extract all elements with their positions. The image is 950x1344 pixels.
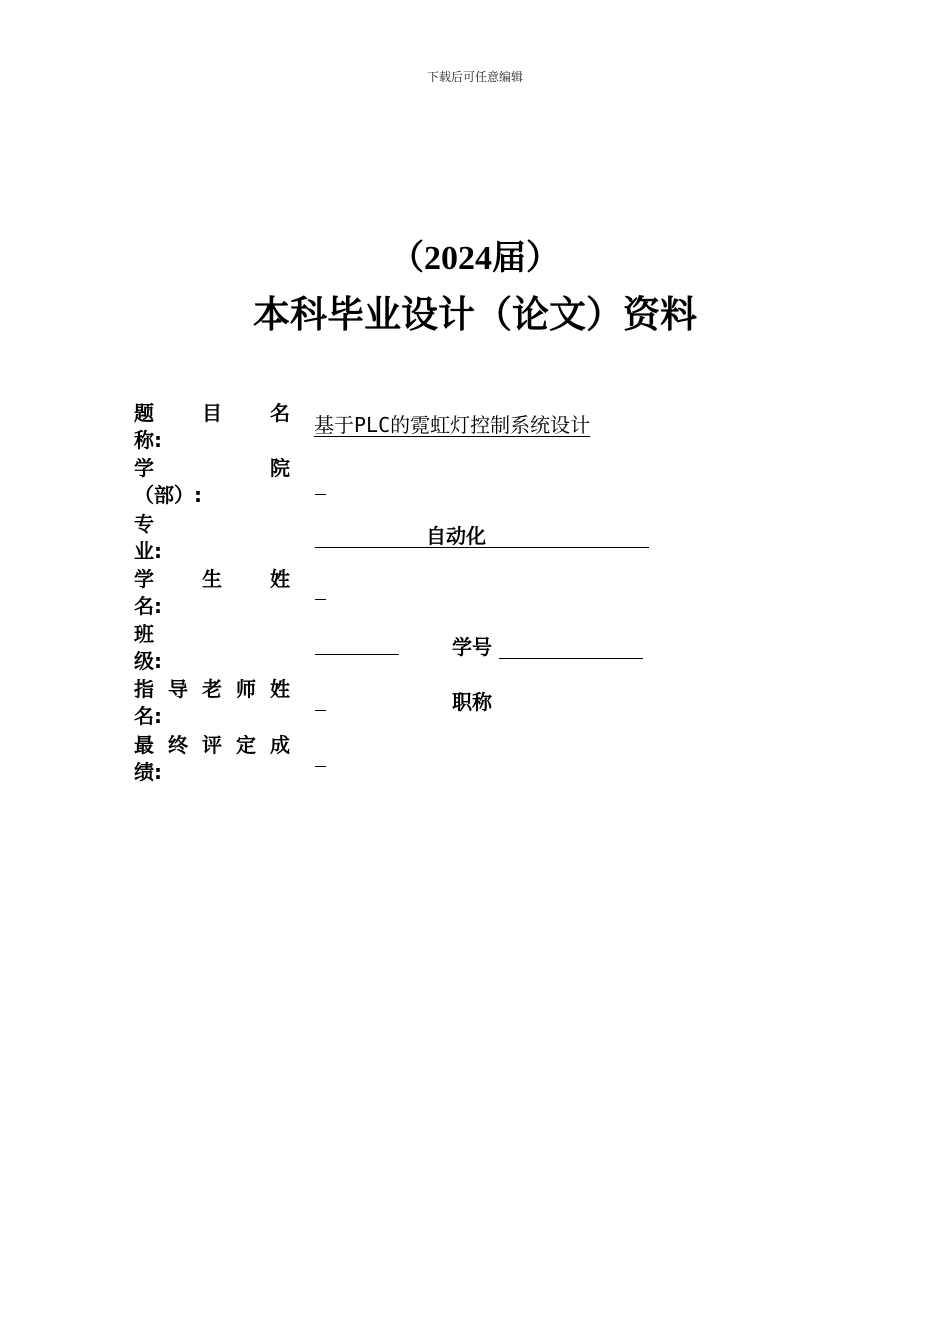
grade-label-tail: 绩: xyxy=(134,760,162,784)
class-label xyxy=(134,621,290,675)
advisor-blank xyxy=(315,710,326,711)
college-label-char: 院 xyxy=(270,456,290,480)
student-name-label-char: 学 xyxy=(134,567,154,591)
college-blank xyxy=(315,494,326,495)
advisor-label-char: 老 xyxy=(202,677,222,701)
college-label-tail: （部）: xyxy=(134,483,202,507)
major-label-char: 专 xyxy=(134,512,154,536)
student-name-label-tail: 名: xyxy=(134,594,162,618)
advisor-label-char: 师 xyxy=(236,677,256,701)
college-label xyxy=(134,455,290,509)
advisor-label-char: 姓 xyxy=(270,677,290,701)
student-name-blank xyxy=(315,599,326,600)
class-label-tail: 级: xyxy=(134,649,162,673)
grade-label-char: 定 xyxy=(236,733,256,757)
student-name-label-char: 姓 xyxy=(270,567,290,591)
class-underline xyxy=(315,654,399,655)
grade-blank xyxy=(315,766,326,767)
major-value: 自动化 xyxy=(426,524,486,548)
student-name-label xyxy=(134,566,290,620)
advisor-title-label: 职称 xyxy=(452,690,492,714)
advisor-label-tail: 名: xyxy=(134,704,162,728)
student-name-label-char: 生 xyxy=(202,567,222,591)
grade-label xyxy=(134,732,290,786)
advisor-label-char: 导 xyxy=(168,677,188,701)
topic-value: 基于PLC的霓虹灯控制系统设计 xyxy=(314,413,591,437)
topic-label-char: 目 xyxy=(202,401,222,425)
student-id-label: 学号 xyxy=(452,635,492,659)
college-label-char: 学 xyxy=(134,456,154,480)
grade-label-char: 最 xyxy=(134,733,154,757)
student-id-underline xyxy=(499,658,643,659)
major-label xyxy=(134,511,290,565)
grade-label-char: 终 xyxy=(168,733,188,757)
graduation-year: （2024届） xyxy=(390,240,560,277)
page-header-note: 下载后可任意编辑 xyxy=(426,70,523,84)
grade-label-char: 评 xyxy=(202,733,222,757)
topic-label-char: 题 xyxy=(134,401,154,425)
class-label-char: 班 xyxy=(134,622,154,646)
advisor-label xyxy=(134,676,290,730)
advisor-label-char: 指 xyxy=(134,677,154,701)
topic-label xyxy=(134,400,290,454)
grade-label-char: 成 xyxy=(270,733,290,757)
document-title: 本科毕业设计（论文）资料 xyxy=(253,293,697,336)
major-label-tail: 业: xyxy=(134,539,162,563)
topic-label-tail: 称: xyxy=(134,428,162,452)
topic-label-char: 名 xyxy=(270,401,290,425)
